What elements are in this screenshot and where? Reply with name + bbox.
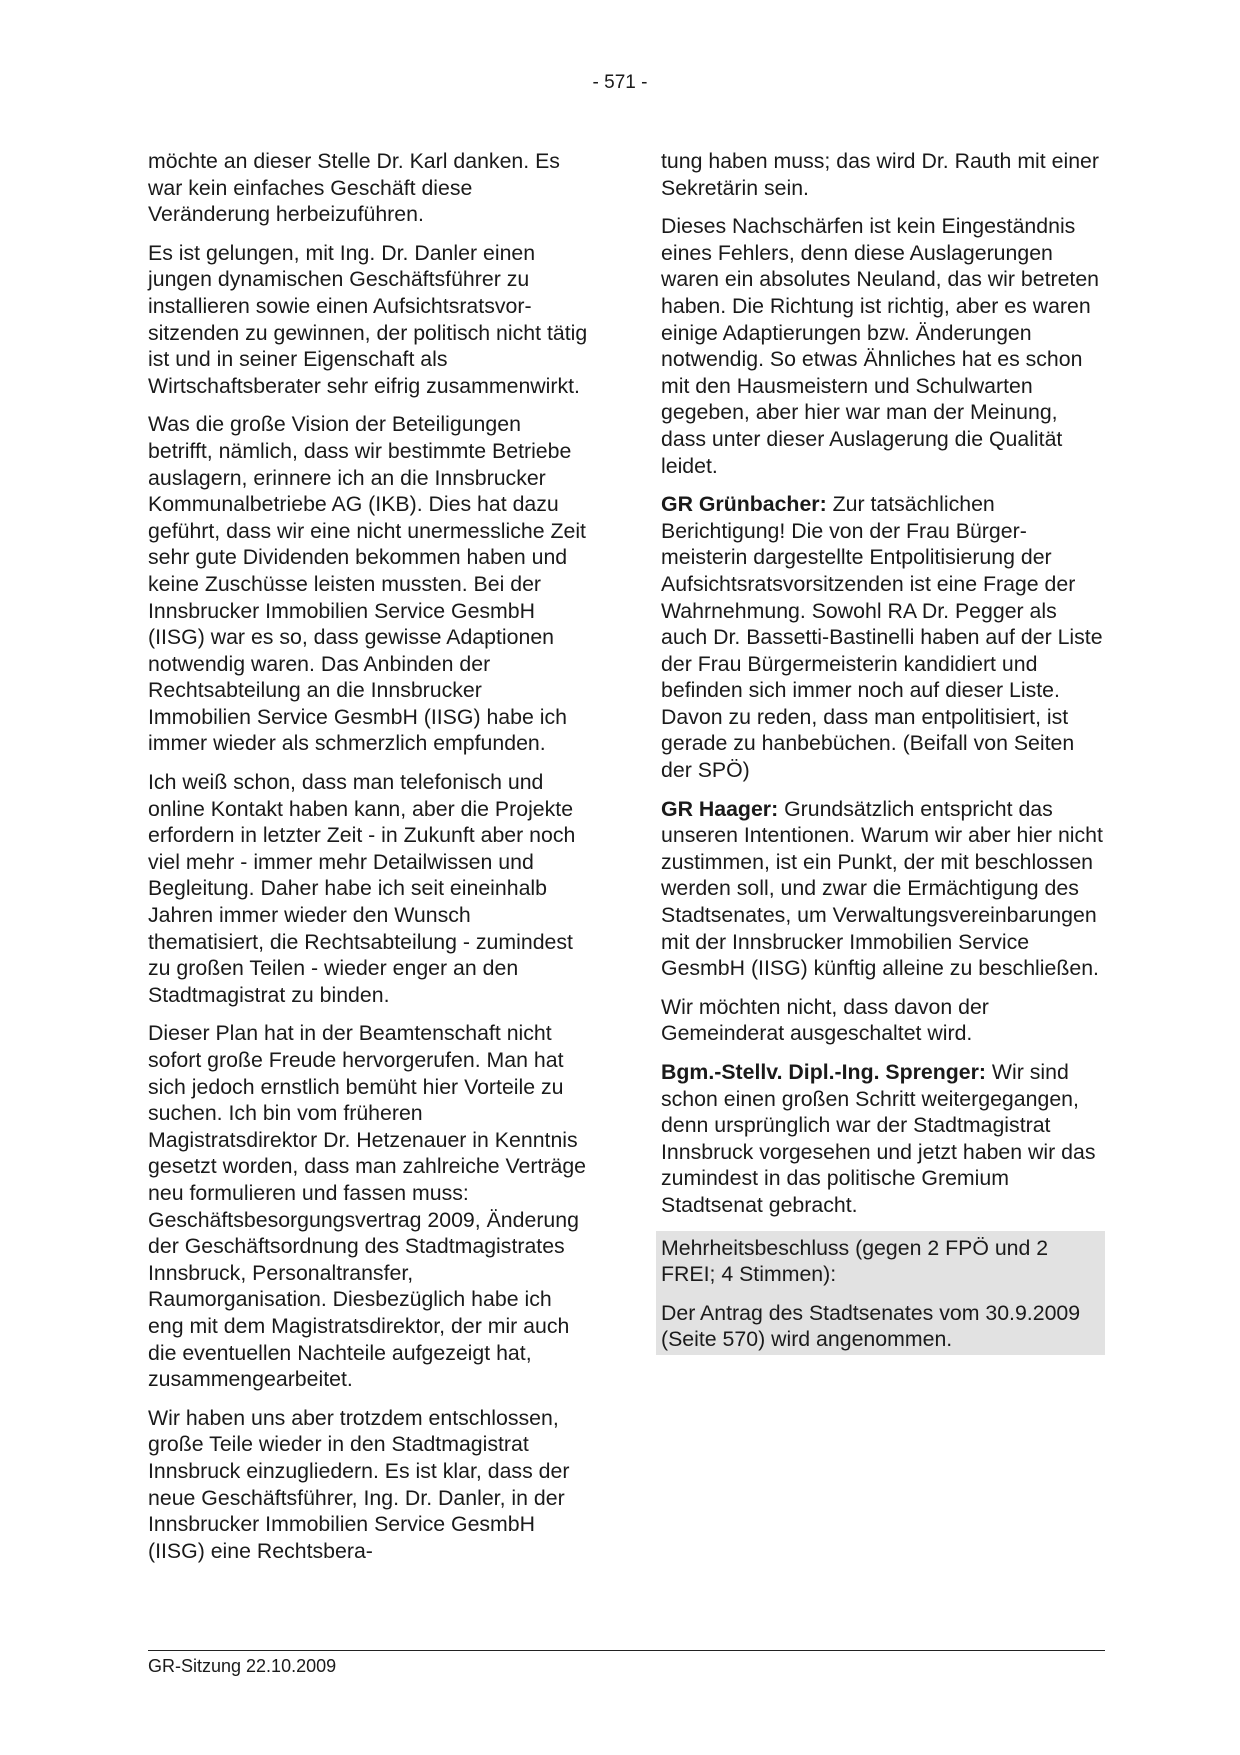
left-column bbox=[148, 148, 588, 1576]
speaker-name: Bgm.-Stellv. Dipl.-Ing. Sprenger: bbox=[661, 1060, 986, 1084]
paragraph: Dieser Plan hat in der Beamtenschaft nicht sofort große Freude hervorgerufen. Man hat sich jedoch ernstlich bemüht hier Vorteile zu suchen. Ich bin vom früheren Magistratsdirektor Dr. Hetzenauer in Kenntnis gesetzt worden, dass man zahlreiche Verträge neu formulieren und fassen muss: Geschäftsbesorgungsvertrag 2009, Änderung der Geschäftsordnung des Stadtmagistrates Innsbruck, Personaltransfer, Raumorganisation. Diesbezüglich habe ich eng mit dem Magistratsdirektor, der mir auch die eventuellen Nachteile aufgezeigt hat, zusammengearbeitet. bbox=[148, 1021, 587, 1392]
paragraph: Wir möchten nicht, dass davon der Gemeinderat ausgeschaltet wird. bbox=[661, 994, 989, 1046]
resolution-decision: Der Antrag des Stadtsenates vom 30.9.2009 (Seite 570) wird angenommen. bbox=[661, 1300, 1081, 1352]
page-number: - 571 - bbox=[592, 72, 648, 93]
footer-text: GR-Sitzung 22.10.2009 bbox=[148, 1656, 337, 1676]
paragraph: Dieses Nachschärfen ist kein Eingeständnis eines Fehlers, denn diese Auslagerungen waren ein absolutes Neuland, das wir betreten haben. Die Richtung ist richtig, aber es waren einige Adaptierungen bzw. Änderungen notwendig. So etwas Ähnliches hat es schon mit den Hausmeistern und Schulwarten gegeben, aber hier war man der Meinung, dass unter dieser Auslagerung die Qualität leidet. bbox=[661, 214, 1100, 478]
speech-text: Zur tatsächlichen Berichtigung! Die von der Frau Bürgermeisterin dargestellte Entpolitisierung der Aufsichtsratsvorsitzenden ist eine Frage der Wahrnehmung. Sowohl RA Dr. Pegger als auch Dr. Bassetti-Bastinelli haben auf der Liste der Frau Bürgermeisterin kandidiert und befinden sich immer noch auf dieser Liste. Davon zu reden, dass man entpolitisiert, ist gerade zu hanbebüchen. (Beifall von Seiten der SPÖ) bbox=[661, 492, 1103, 783]
right-column bbox=[661, 148, 1105, 1355]
speech-gruenbacher bbox=[661, 491, 1105, 784]
resolution-box bbox=[656, 1231, 1105, 1355]
resolution-vote: Mehrheitsbeschluss (gegen 2 FPÖ und 2 FREI; 4 Stimmen): bbox=[661, 1235, 1049, 1287]
speaker-name: GR Grünbacher: bbox=[661, 492, 827, 517]
speaker-name: GR Haager: bbox=[661, 796, 779, 821]
paragraph: möchte an dieser Stelle Dr. Karl danken. Es war kein einfaches Geschäft diese Veränderung herbeizuführen. bbox=[148, 149, 560, 227]
paragraph: Wir haben uns aber trotzdem entschlossen, große Teile wieder in den Stadtmagistrat Innsbruck einzugliedern. Es ist klar, dass der neue Geschäftsführer, Ing. Dr. Danler, in der Innsbrucker Immobilien Service GesmbH (IISG) eine Rechtsbera- bbox=[148, 1405, 570, 1563]
paragraph: tung haben muss; das wird Dr. Rauth mit einer Sekretärin sein. bbox=[661, 149, 1099, 200]
speech-text: Grundsätzlich entspricht das unseren Intentionen. Warum wir aber hier nicht zustimmen, ist ein Punkt, der mit beschlossen werden soll, und zwar die Ermächtigung des Stadtsenates, um Verwaltungsvereinbarungen mit der Innsbrucker Immobilien Service GesmbH (IISG) künftig alleine zu beschließen. bbox=[661, 796, 1103, 981]
speech-text: Wir sind schon einen großen Schritt weitergegangen, denn ursprünglich war der Stadtmagistrat Innsbruck vorgesehen und jetzt haben wir das zumindest in das politische Gremium Stadtsenat gebracht. bbox=[661, 1060, 1096, 1217]
paragraph: Es ist gelungen, mit Ing. Dr. Danler einen jungen dynamischen Geschäftsführer zu installieren sowie einen Aufsichtsratsvorsitzenden zu gewinnen, der politisch nicht tätig ist und in seiner Eigenschaft als Wirtschaftsberater sehr eifrig zusammenwirkt. bbox=[148, 240, 588, 398]
paragraph: Ich weiß schon, dass man telefonisch und online Kontakt haben kann, aber die Projekte erfordern in letzter Zeit - in Zukunft aber noch viel mehr - immer mehr Detailwissen und Begleitung. Daher habe ich seit eineinhalb Jahren immer wieder den Wunsch thematisiert, die Rechtsabteilung - zumindest zu großen Teilen - wieder enger an den Stadtmagistrat zu binden. bbox=[148, 770, 576, 1007]
paragraph: Was die große Vision der Beteiligungen betrifft, nämlich, dass wir bestimmte Betriebe auslagern, erinnere ich an die Innsbrucker Kommunalbetriebe AG (IKB). Dies hat dazu geführt, dass wir eine nicht unermessliche Zeit sehr gute Dividenden bekommen haben und keine Zuschüsse leisten mussten. Bei der Innsbrucker Immobilien Service GesmbH (IISG) war es so, dass gewisse Adaptionen notwendig waren. Das Anbinden der Rechtsabteilung an die Innsbrucker Immobilien Service GesmbH (IISG) habe ich immer wieder als schmerzlich empfunden. bbox=[148, 412, 586, 756]
speech-sprenger bbox=[661, 1059, 1105, 1219]
speech-haager bbox=[661, 796, 1105, 982]
footer-divider bbox=[148, 1650, 1105, 1651]
